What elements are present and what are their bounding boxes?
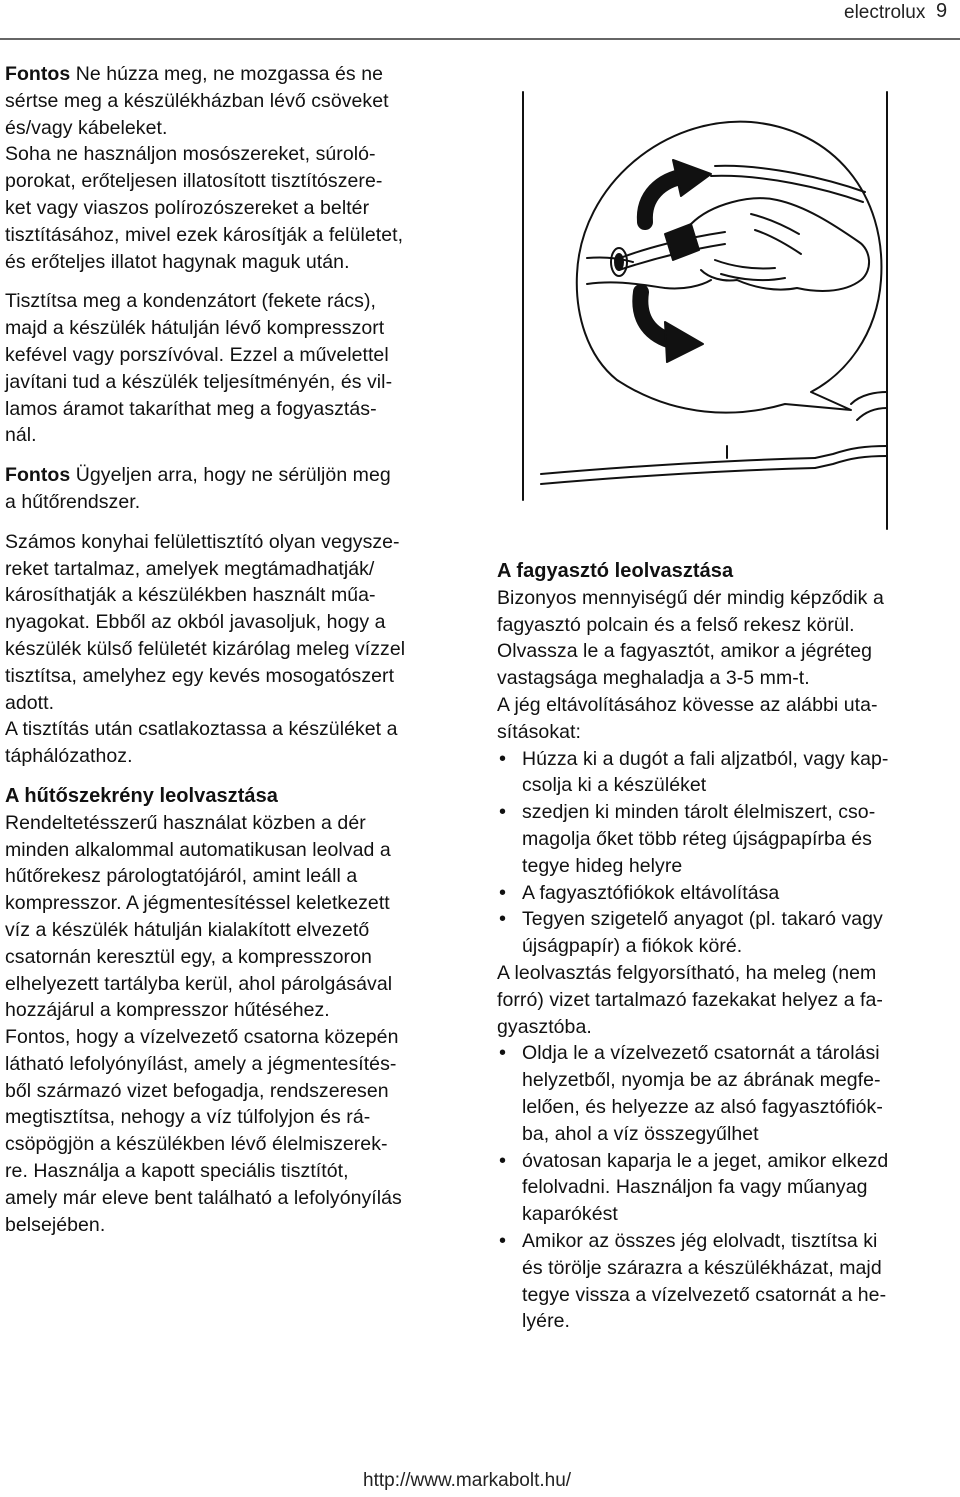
notice-label: Fontos: [5, 464, 71, 487]
drain-cleaning-illustration: [515, 74, 895, 534]
list-item: • szedjen ki minden tárolt élelmiszert, cso- magolja őket több réteg újságpapírba és tegye hideg helyre: [497, 799, 960, 879]
freezer-defrost-heading: A fagyasztó leolvasztása: [497, 560, 734, 582]
list-item: • Oldja le a vízelvezető csatornát a tárolási helyzetből, nyomja be az ábrának megfe- lelően, és helyezze az alsó fagyasztófiók- ba, ahol a víz összegyűlhet: [497, 1040, 960, 1147]
freezer-defrost-intro: Bizonyos mennyiségű dér mindig képződik a fagyasztó polcain és a felső rekesz körül. Olvassza le a fagyasztót, amikor a jégréteg vastagsága meghaladja a 3-5 mm-t. A jég eltávolításához kövesse az alábbi uta- sításokat:: [497, 586, 884, 743]
notice-label: Fontos: [5, 63, 71, 85]
notice-paragraph-2: Fontos Ügyeljen arra, hogy ne sérüljön meg a hűtőrendszer.: [5, 464, 391, 513]
list-item: • óvatosan kaparja le a jeget, amikor elkezd felolvadni. Használjon fa vagy műanyag kaparókést: [497, 1148, 960, 1228]
list-item: • Amikor az összes jég elolvadt, tisztítsa ki és törölje szárazra a készülékházat, majd tegye vissza a vízelvezető csatornát a he- lyére.: [497, 1228, 960, 1335]
page-header: [700, 0, 960, 26]
list-item: • A fagyasztófiókok eltávolítása: [497, 880, 960, 907]
right-column: [497, 558, 960, 1335]
speedup-paragraph: A leolvasztás felgyorsítható, ha meleg (nem forró) vizet tartalmazó fazekakat helyez a fa- gyasztóba.: [497, 961, 883, 1038]
condenser-paragraph: Tisztítsa meg a kondenzátort (fekete rács), majd a készülék hátulján lévő kompresszort kefével vagy porszívóval. Ezzel a művelettel javítani tud a készülék teljesítményén, és vil- lamos áramot takaríthat meg a fogyasztás- nál.: [5, 290, 393, 447]
brand-name: electrolux: [844, 2, 926, 23]
list-item: • Tegyen szigetelő anyagot (pl. takaró vagy újságpapír) a fiókok köré.: [497, 906, 960, 960]
fridge-defrost-heading: A hűtőszekrény leolvasztása: [5, 784, 278, 807]
surface-cleaner-paragraph: Számos konyhai felülettisztító olyan vegysze- reket tartalmaz, amelyek megtámadhatják/ károsíthatják a készülékben használt műa- nyagokat. Ebből az okból javasoljuk, hogy a készülék külső felületét kizárólag meleg vízzel tisztítsa, amelyhez egy kevés mosogatószert adott. A tisztítás után csatlakoztassa a készüléket a táphálózathoz.: [5, 530, 406, 768]
list-item: • Húzza ki a dugót a fali aljzatból, vagy kap- csolja ki a készüléket: [497, 746, 960, 800]
notice-paragraph-1: Fontos Ne húzza meg, ne mozgassa és ne sértse meg a készülékházban lévő csöveket és/vagy kábeleket.: [5, 63, 389, 139]
page-number: 9: [936, 0, 948, 22]
fridge-defrost-paragraph: Rendeltetésszerű használat közben a dér minden alkalommal automatikusan leolvad a hűtőrekesz párologtatójáról, amint leáll a kompresszor. A jégmentesítéssel keletkezett víz a készülék hátulján kialakított elvezető csatornán keresztül egy, a kompresszoron elhelyezett tartályba kerül, ahol párolgásával hozzájárul a kompresszor hűtéséhez. Fontos, hogy a vízelvezető csatorna közepén látható lefolyónyílást, amely a jégmentesítés- ből származó vizet befogadja, rendszeresen megtisztítsa, nehogy a víz túlfolyjon és rá- csöpögjön a készülékben lévő élelmiszerek- re. Használja a kapott speciális tisztítót, amely már eleve bent található a lefolyónyílás belsejében.: [5, 811, 402, 1236]
header-divider: [0, 38, 960, 40]
cleaning-warning-paragraph: Soha ne használjon mosószereket, súroló- porokat, erőteljesen illatosított tisztítószere- ket vagy viaszos polírozószereket a beltér tisztításához, mivel ezek károsítják a felületet, és erőteljes illatot hagynak maguk után.: [5, 143, 404, 273]
left-column: [5, 61, 475, 1238]
footer-url: http://www.markabolt.hu/: [363, 1470, 572, 1491]
